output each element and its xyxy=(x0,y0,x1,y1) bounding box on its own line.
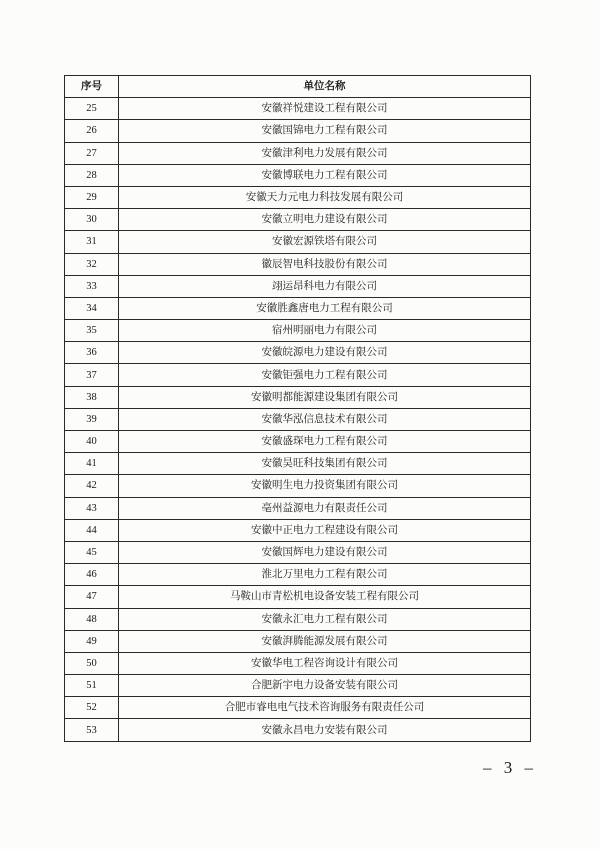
table-row xyxy=(65,98,531,120)
row-company-name: 安徽永昌电力安装有限公司 xyxy=(119,719,531,741)
table-row xyxy=(65,453,531,475)
row-company-name: 安徽中正电力工程建设有限公司 xyxy=(119,519,531,541)
row-seq: 46 xyxy=(65,564,119,586)
row-seq: 40 xyxy=(65,431,119,453)
table-row xyxy=(65,342,531,364)
table-row xyxy=(65,408,531,430)
row-company-name: 安徽国辉电力建设有限公司 xyxy=(119,541,531,563)
table-row xyxy=(65,120,531,142)
row-company-name: 安徽立明电力建设有限公司 xyxy=(119,209,531,231)
row-company-name: 安徽皖源电力建设有限公司 xyxy=(119,342,531,364)
table-row xyxy=(65,497,531,519)
row-company-name: 徽辰智电科技股份有限公司 xyxy=(119,253,531,275)
row-seq: 51 xyxy=(65,675,119,697)
header-company-name: 单位名称 xyxy=(119,76,531,98)
row-company-name: 安徽昊旺科技集团有限公司 xyxy=(119,453,531,475)
table-row xyxy=(65,164,531,186)
row-seq: 30 xyxy=(65,209,119,231)
row-seq: 27 xyxy=(65,142,119,164)
table-row xyxy=(65,275,531,297)
table-row xyxy=(65,253,531,275)
row-seq: 36 xyxy=(65,342,119,364)
row-company-name: 安徽华电工程咨询设计有限公司 xyxy=(119,652,531,674)
row-company-name: 翊运昂科电力有限公司 xyxy=(119,275,531,297)
table-row xyxy=(65,541,531,563)
row-company-name: 淮北万里电力工程有限公司 xyxy=(119,564,531,586)
row-company-name: 安徽永汇电力工程有限公司 xyxy=(119,608,531,630)
row-seq: 25 xyxy=(65,98,119,120)
table-row xyxy=(65,564,531,586)
row-seq: 35 xyxy=(65,320,119,342)
row-company-name: 安徽胜鑫唐电力工程有限公司 xyxy=(119,297,531,319)
table-row xyxy=(65,364,531,386)
row-seq: 53 xyxy=(65,719,119,741)
table-row xyxy=(65,186,531,208)
row-seq: 49 xyxy=(65,630,119,652)
row-seq: 39 xyxy=(65,408,119,430)
page-number: – 3 – xyxy=(483,758,537,777)
row-seq: 26 xyxy=(65,120,119,142)
table-row xyxy=(65,431,531,453)
table-row xyxy=(65,320,531,342)
row-seq: 34 xyxy=(65,297,119,319)
table-row xyxy=(65,697,531,719)
row-seq: 43 xyxy=(65,497,119,519)
row-company-name: 安徽博联电力工程有限公司 xyxy=(119,164,531,186)
table-row xyxy=(65,652,531,674)
row-company-name: 安徽华泓信息技术有限公司 xyxy=(119,408,531,430)
table-row xyxy=(65,231,531,253)
row-company-name: 安徽天力元电力科技发展有限公司 xyxy=(119,186,531,208)
row-seq: 50 xyxy=(65,652,119,674)
row-seq: 28 xyxy=(65,164,119,186)
table-body xyxy=(65,98,531,741)
row-seq: 33 xyxy=(65,275,119,297)
row-seq: 42 xyxy=(65,475,119,497)
header-seq: 序号 xyxy=(65,76,119,98)
table-row xyxy=(65,475,531,497)
row-seq: 32 xyxy=(65,253,119,275)
row-company-name: 安徽津利电力发展有限公司 xyxy=(119,142,531,164)
row-seq: 38 xyxy=(65,386,119,408)
row-company-name: 安徽明生电力投资集团有限公司 xyxy=(119,475,531,497)
table-row xyxy=(65,297,531,319)
row-seq: 31 xyxy=(65,231,119,253)
row-seq: 37 xyxy=(65,364,119,386)
table-row xyxy=(65,386,531,408)
table-row xyxy=(65,142,531,164)
table-row xyxy=(65,675,531,697)
table-row xyxy=(65,630,531,652)
row-seq: 29 xyxy=(65,186,119,208)
table-row xyxy=(65,209,531,231)
row-company-name: 合肥新宇电力设备安装有限公司 xyxy=(119,675,531,697)
row-company-name: 安徽钜强电力工程有限公司 xyxy=(119,364,531,386)
table-header-row xyxy=(65,76,531,98)
company-list-table xyxy=(64,75,531,742)
row-company-name: 安徽国锦电力工程有限公司 xyxy=(119,120,531,142)
table-row xyxy=(65,586,531,608)
row-seq: 41 xyxy=(65,453,119,475)
row-seq: 44 xyxy=(65,519,119,541)
row-company-name: 安徽宏源铁塔有限公司 xyxy=(119,231,531,253)
row-company-name: 安徽明都能源建设集团有限公司 xyxy=(119,386,531,408)
row-company-name: 安徽祥悦建设工程有限公司 xyxy=(119,98,531,120)
row-company-name: 马鞍山市青松机电设备安装工程有限公司 xyxy=(119,586,531,608)
table-row xyxy=(65,608,531,630)
row-company-name: 安徽盛琛电力工程有限公司 xyxy=(119,431,531,453)
row-company-name: 亳州益源电力有限责任公司 xyxy=(119,497,531,519)
row-company-name: 宿州明丽电力有限公司 xyxy=(119,320,531,342)
row-seq: 48 xyxy=(65,608,119,630)
row-seq: 45 xyxy=(65,541,119,563)
row-company-name: 安徽湃腾能源发展有限公司 xyxy=(119,630,531,652)
row-company-name: 合肥市睿电电气技术咨询服务有限责任公司 xyxy=(119,697,531,719)
table-row xyxy=(65,519,531,541)
row-seq: 47 xyxy=(65,586,119,608)
row-seq: 52 xyxy=(65,697,119,719)
table-row xyxy=(65,719,531,741)
